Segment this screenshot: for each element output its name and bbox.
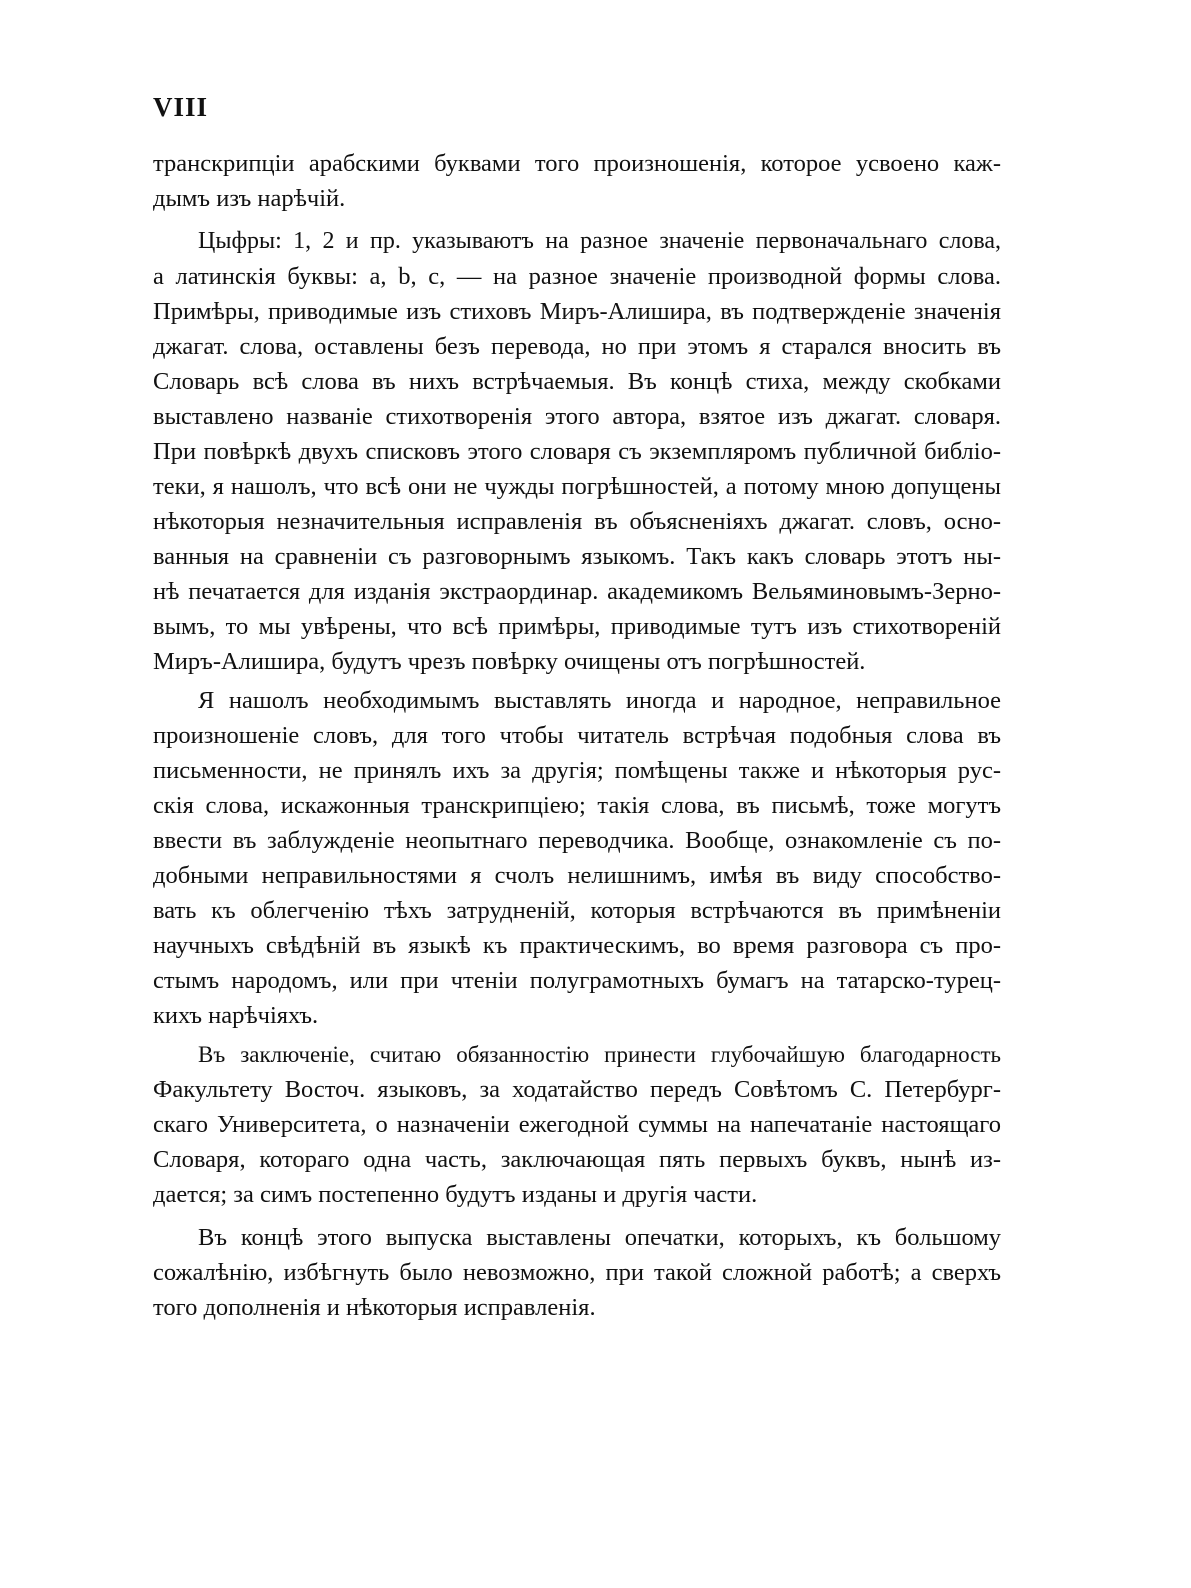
text-line: вымъ, то мы увѣрены, что всѣ примѣры, приводимые тутъ изъ стихотвореній bbox=[153, 613, 1001, 640]
paragraph bbox=[153, 1220, 1001, 1325]
text-line: нѣ печатается для изданія экстраординар. академикомъ Вельяминовымъ-Зерно- bbox=[153, 578, 1001, 605]
text-line: Примѣры, приводимые изъ стиховъ Миръ-Алишира, въ подтвержденіе значенія bbox=[153, 298, 1001, 325]
text-line: письменности, не принялъ ихъ за другія; помѣщены также и нѣкоторыя рус- bbox=[153, 757, 1001, 784]
text-line: дается; за симъ постепенно будутъ изданы и другія части. bbox=[153, 1181, 758, 1208]
text-line: Цыфры: 1, 2 и пр. указываютъ на разное значеніе первоначальнаго слова, bbox=[198, 228, 1001, 254]
text-line: Въ заключеніе, считаю обязанностію принести глубочайшую благодарность bbox=[198, 1042, 1001, 1067]
text-line: теки, я нашолъ, что всѣ они не чужды погрѣшностей, а потому мною допущены bbox=[153, 473, 1001, 500]
text-line: Миръ-Алишира, будутъ чрезъ повѣрку очищены отъ погрѣшностей. bbox=[153, 648, 866, 675]
text-line: а латинскія буквы: a, b, c, — на разное значеніе производной формы слова. bbox=[153, 263, 1001, 290]
paragraph bbox=[153, 224, 1001, 679]
text-line: транскрипціи арабскими буквами того произношенія, которое усвоено каж- bbox=[153, 150, 1001, 177]
text-line: ванныя на сравненіи съ разговорнымъ языкомъ. Такъ какъ словарь этотъ ны- bbox=[153, 543, 1001, 570]
page-number: VIII bbox=[153, 92, 209, 122]
text-line: скія слова, искажонныя транскрипціею; такія слова, въ письмѣ, тоже могутъ bbox=[153, 792, 1001, 819]
text-line: сожалѣнію, избѣгнуть было невозможно, при такой сложной работѣ; а сверхъ bbox=[153, 1259, 1001, 1286]
text-line: джагат. слова, оставлены безъ перевода, но при этомъ я старался вносить въ bbox=[153, 333, 1001, 360]
text-line: выставлено названіе стихотворенія этого автора, взятое изъ джагат. словаря. bbox=[153, 403, 1001, 430]
text-line: того дополненія и нѣкоторыя исправленія. bbox=[153, 1294, 596, 1321]
text-line: Словаря, котораго одна часть, заключающая пять первыхъ буквъ, нынѣ из- bbox=[153, 1146, 1001, 1173]
text-line: вать къ облегченію тѣхъ затрудненій, которыя встрѣчаются въ примѣненіи bbox=[153, 897, 1001, 924]
text-line: стымъ народомъ, или при чтеніи полуграмотныхъ бумагъ на татарско-турец- bbox=[153, 967, 1001, 994]
paragraph bbox=[153, 1037, 1001, 1212]
text-line: кихъ нарѣчіяхъ. bbox=[153, 1002, 319, 1029]
text-line: произношеніе словъ, для того чтобы читатель встрѣчая подобныя слова въ bbox=[153, 722, 1001, 749]
paragraph bbox=[153, 146, 1001, 216]
paragraph bbox=[153, 683, 1001, 1033]
text-line: нѣкоторыя незначительныя исправленія въ объясненіяхъ джагат. словъ, осно- bbox=[153, 508, 1001, 535]
text-line: скаго Университета, о назначеніи ежегодной суммы на напечатаніе настоящаго bbox=[153, 1111, 1001, 1138]
text-line: дымъ изъ нарѣчій. bbox=[153, 185, 346, 212]
text-line: добными неправильностями я счолъ нелишнимъ, имѣя въ виду способство- bbox=[153, 862, 1001, 889]
text-line: Я нашолъ необходимымъ выставлять иногда и народное, неправильное bbox=[198, 687, 1001, 714]
text-line: Въ концѣ этого выпуска выставлены опечатки, которыхъ, къ большому bbox=[198, 1224, 1001, 1251]
body-text bbox=[153, 146, 1001, 1325]
text-line: научныхъ свѣдѣній въ языкѣ къ практическимъ, во время разговора съ про- bbox=[153, 932, 1001, 959]
text-line: Словарь всѣ слова въ нихъ встрѣчаемыя. Въ концѣ стиха, между скобками bbox=[153, 368, 1001, 395]
text-line: При повѣркѣ двухъ списковъ этого словаря съ экземпляромъ публичной библіо- bbox=[153, 438, 1001, 465]
text-line: Факультету Восточ. языковъ, за ходатайство передъ Совѣтомъ С. Петербург- bbox=[153, 1076, 1001, 1103]
text-line: ввести въ заблужденіе неопытнаго переводчика. Вообще, ознакомленіе съ по- bbox=[153, 827, 1001, 854]
